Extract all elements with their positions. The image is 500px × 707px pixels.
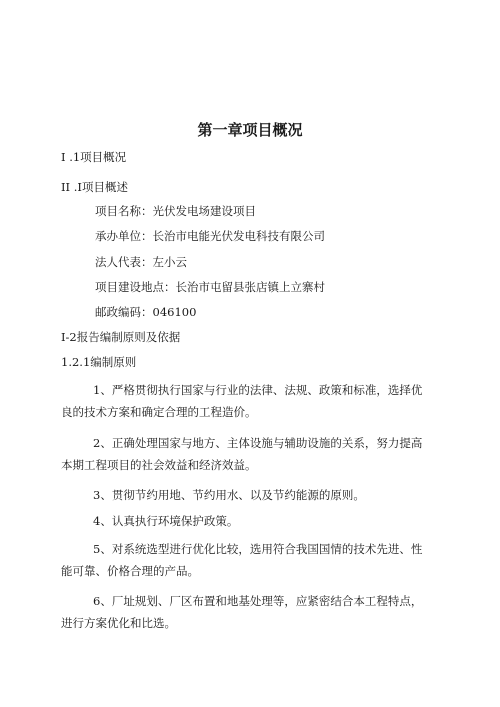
project-name-label: 项目名称： <box>95 204 153 218</box>
chapter-title: 第一章项目概况 <box>197 121 303 139</box>
legal-rep-value: 左小云 <box>152 255 187 269</box>
section-1-2-heading: I-2报告编制原则及依据 <box>61 330 181 344</box>
project-name-value: 光伏发电场建设项目 <box>152 204 256 218</box>
postal-code-line <box>95 304 196 320</box>
principle-paragraph: 2、正确处理国家与地方、主体设施与辅助设施的关系，努力提高本期工程项目的社会效益和经济效益。 <box>61 436 423 472</box>
section-1-1-heading: II .I项目概述 <box>61 180 128 194</box>
principle-paragraph: 5、对系统选型进行优化比较，选用符合我国国情的技术先进、性能可靠、价格合理的产品。 <box>61 542 423 578</box>
postal-code-value: 046100 <box>152 305 197 319</box>
location-value: 长治市屯留县张店镇上立寨村 <box>175 280 325 294</box>
location-label: 项目建设地点： <box>95 280 176 294</box>
project-name-line <box>95 203 256 219</box>
legal-rep-label: 法人代表： <box>95 255 153 269</box>
organizer-line <box>95 228 325 244</box>
principle-paragraph: 1、严格贯彻执行国家与行业的法律、法规、政策和标准，选择优良的技术方案和确定合理的工程造价。 <box>61 383 423 419</box>
principle-paragraph: 4、认真执行环境保护政策。 <box>93 514 239 528</box>
organizer-value: 长治市电能光伏发电科技有限公司 <box>152 229 325 243</box>
legal-rep-line <box>95 254 187 270</box>
principle-paragraph: 6、厂址规划、厂区布置和地基处理等，应紧密结合本工程特点，进行方案优化和比选。 <box>61 594 423 630</box>
section-1-2-1-heading: 1.2.1编制原则 <box>61 355 137 369</box>
organizer-label: 承办单位： <box>95 229 153 243</box>
location-line <box>95 279 325 295</box>
principle-paragraph: 3、贯彻节约用地、节约用水、以及节约能源的原则。 <box>93 488 365 502</box>
postal-code-label: 邮政编码： <box>95 305 153 319</box>
section-1-heading: I .1项目概况 <box>61 150 127 164</box>
